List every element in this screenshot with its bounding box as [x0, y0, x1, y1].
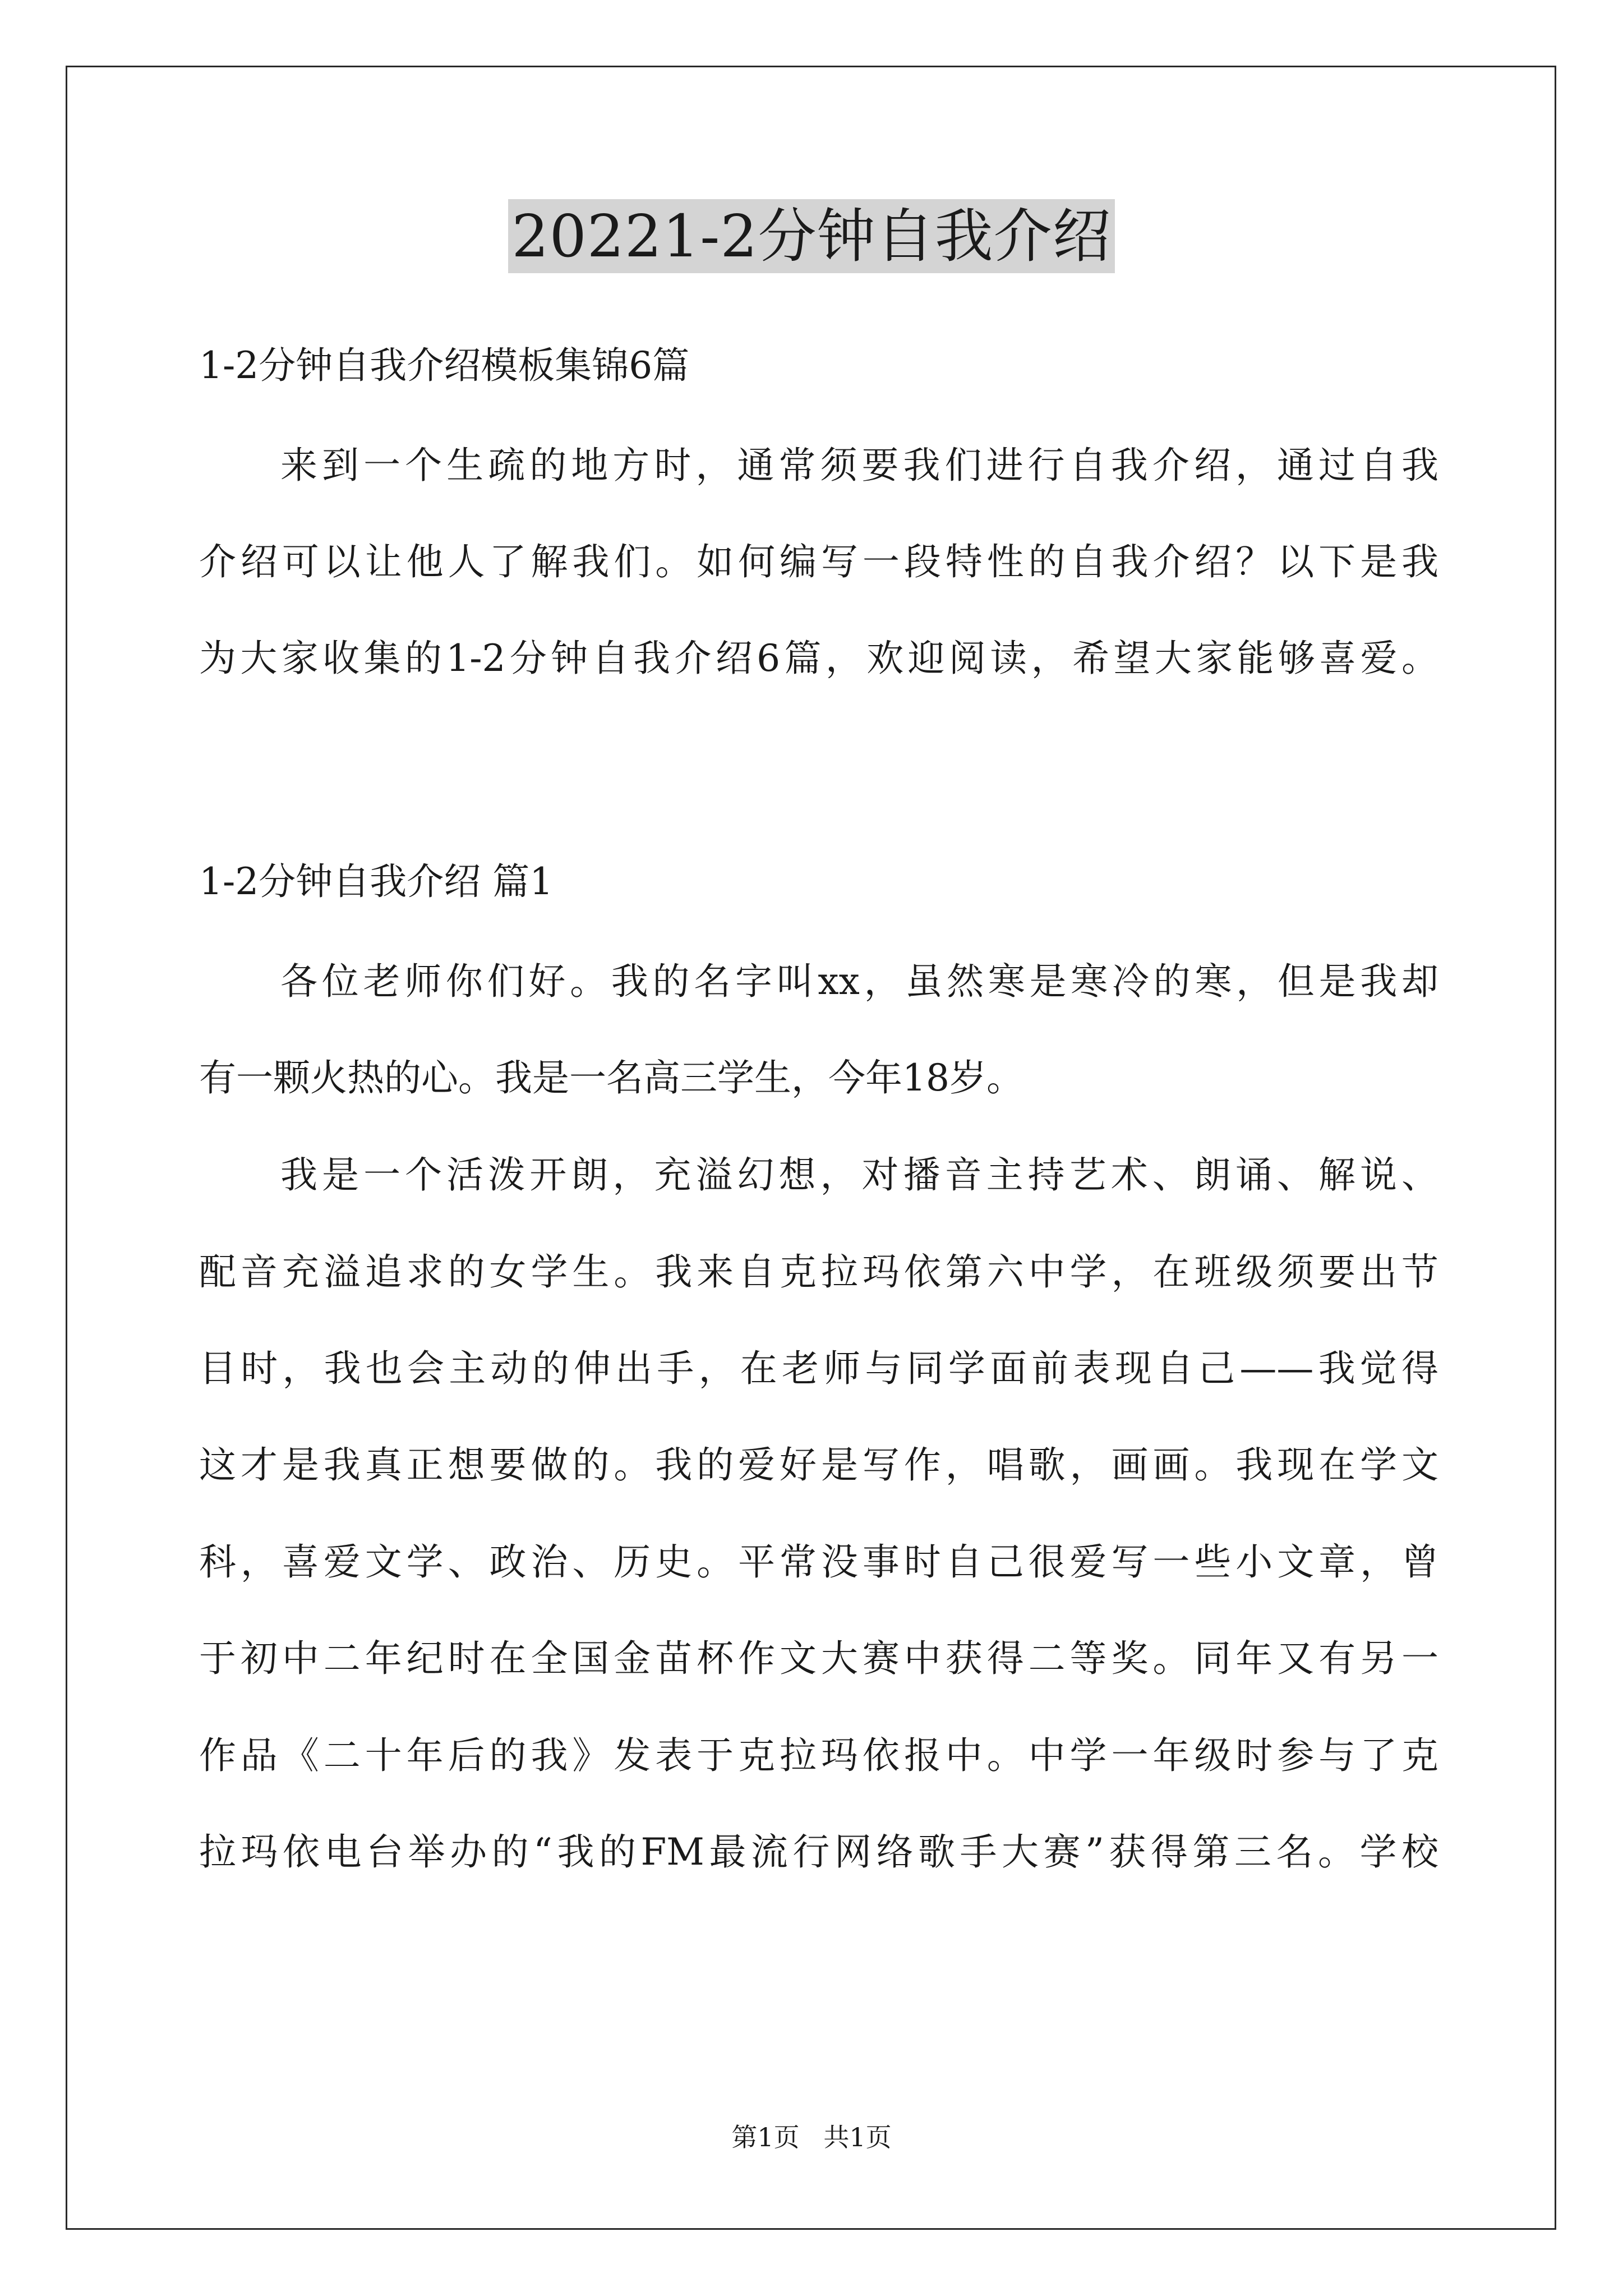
body-line: 配音充溢追求的女学生。我来自克拉玛依第六中学，在班级须要出节: [199, 1250, 1438, 1294]
intro-line: 为大家收集的1-2分钟自我介绍6篇，欢迎阅读，希望大家能够喜爱。: [199, 637, 1438, 680]
intro-line: 介绍可以让他人了解我们。如何编写一段特性的自我介绍？以下是我: [199, 540, 1438, 583]
document-subtitle: 1-2分钟自我介绍模板集锦6篇: [199, 344, 690, 387]
body-line: 我是一个活泼开朗，充溢幻想，对播音主持艺术、朗诵、解说、: [280, 1153, 1438, 1197]
page-border: [66, 66, 1556, 2230]
body-line: 科，喜爱文学、政治、历史。平常没事时自己很爱写一些小文章，曾: [199, 1540, 1438, 1584]
intro-line: 来到一个生疏的地方时，通常须要我们进行自我介绍，通过自我: [280, 444, 1438, 487]
body-line: 作品《二十年后的我》发表于克拉玛依报中。中学一年级时参与了克: [199, 1734, 1438, 1777]
body-line: 目时，我也会主动的伸出手，在老师与同学面前表现自己——我觉得: [199, 1347, 1438, 1390]
page-total: 共1页: [823, 2122, 892, 2152]
body-line: 这才是我真正想要做的。我的爱好是写作，唱歌，画画。我现在学文: [199, 1443, 1438, 1487]
body-line: 拉玛依电台举办的“我的FM最流行网络歌手大赛”获得第三名。学校: [199, 1830, 1438, 1874]
body-line: 于初中二年纪时在全国金苗杯作文大赛中获得二等奖。同年又有另一: [199, 1637, 1438, 1680]
body-line: 各位老师你们好。我的名字叫xx，虽然寒是寒冷的寒，但是我却: [280, 960, 1438, 1003]
section-heading: 1-2分钟自我介绍 篇1: [199, 860, 554, 903]
document-title-wrap: [0, 199, 1623, 273]
page-footer: [0, 2120, 1623, 2154]
document-title: 20221-2分钟自我介绍: [508, 199, 1114, 273]
page-number: 第1页: [731, 2122, 800, 2152]
body-line: 有一颗火热的心。我是一名高三学生，今年18岁。: [199, 1056, 1023, 1099]
